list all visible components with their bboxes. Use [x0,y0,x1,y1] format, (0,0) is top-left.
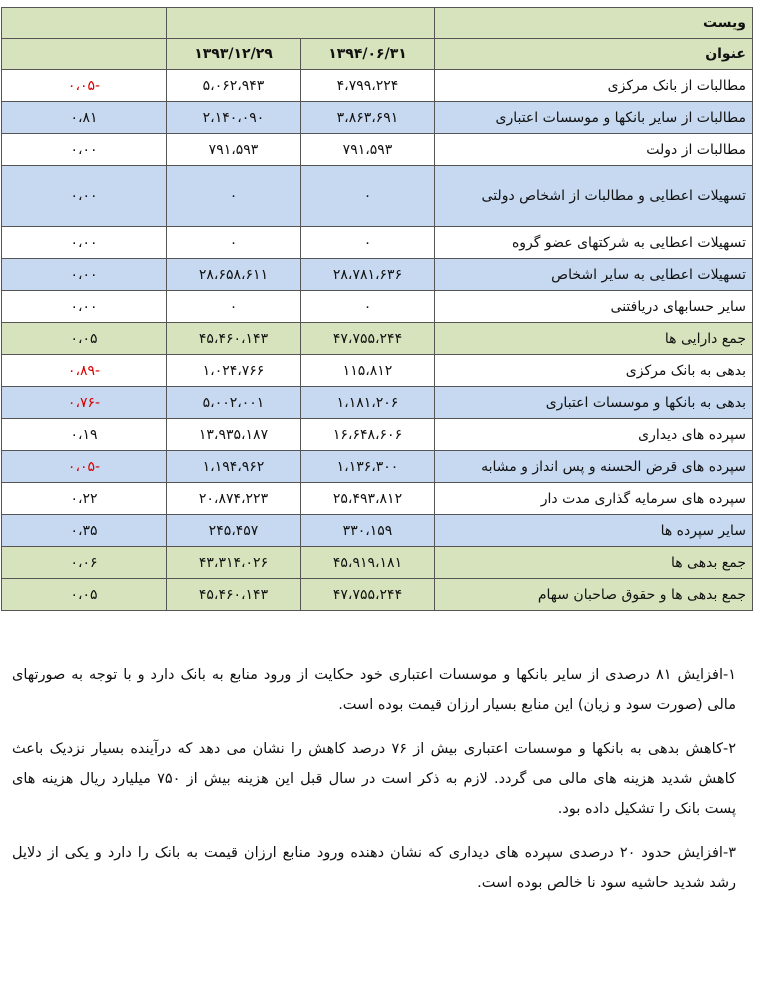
table-row [2,259,753,291]
row-title: مطالبات از بانک مرکزی [435,70,753,102]
row-change: ۰،۱۹ [2,419,167,451]
row-title: سایر حسابهای دریافتنی [435,291,753,323]
row-title: بدهی به بانک مرکزی [435,355,753,387]
row-value-1394: ۷۹۱،۵۹۳ [301,134,435,166]
row-title: تسهیلات اعطایی به شرکتهای عضو گروه [435,227,753,259]
row-value-1393: ۰ [167,291,301,323]
note-1: ۱-افزایش ۸۱ درصدی از سایر بانکها و موسسات اعتباری خود حکایت از ورود منابع به بانک دارد و با توجه به صورتهای مالی (صورت سود و زیان) این منابع بسیار ارزان قیمت بوده است. [12,667,737,713]
notes-section [12,660,736,912]
row-value-1394: ۲۸،۷۸۱،۶۳۶ [301,259,435,291]
table-row [2,70,753,102]
table-row [2,387,753,419]
row-change: ۰،۰۰ [2,291,167,323]
table-row [2,419,753,451]
row-title: مطالبات از دولت [435,134,753,166]
row-value-1394: ۳،۸۶۳،۶۹۱ [301,102,435,134]
table-row [2,515,753,547]
table-row [2,227,753,259]
row-title: تسهیلات اعطایی به سایر اشخاص [435,259,753,291]
row-change: ۰،۰۵ [2,579,167,611]
row-change: ۰،۳۵ [2,515,167,547]
row-change: ۰،۰۰ [2,166,167,227]
row-value-1393: ۴۳،۳۱۴،۰۲۶ [167,547,301,579]
row-value-1393: ۲،۱۴۰،۰۹۰ [167,102,301,134]
financial-table [1,7,753,611]
column-header-change [2,39,167,70]
row-value-1394: ۴،۷۹۹،۲۲۴ [301,70,435,102]
row-change: ۰،۸۱ [2,102,167,134]
column-header-date1: ۱۳۹۴/۰۶/۳۱ [301,39,435,70]
table-row [2,547,753,579]
table-row [2,323,753,355]
row-value-1394: ۱۶،۶۴۸،۶۰۶ [301,419,435,451]
row-title: جمع بدهی ها [435,547,753,579]
row-change: ۰،۰۰ [2,227,167,259]
column-header-date2: ۱۳۹۳/۱۲/۲۹ [167,39,301,70]
row-value-1393: ۲۴۵،۴۵۷ [167,515,301,547]
row-value-1394: ۴۷،۷۵۵،۲۴۴ [301,579,435,611]
note-2: ۲-کاهش بدهی به بانکها و موسسات اعتباری بیش از ۷۶ درصد کاهش را نشان می دهد که درآینده بسیار نزدیک باعث کاهش شدید هزینه های مالی می گردد. لازم به ذکر است در سال قبل این هزینه بیش از ۷۵۰ میلیارد ریال هزینه های پست بانک را تشکیل داده بود. [12,741,737,817]
column-header-title: عنوان [435,39,753,70]
row-value-1393: ۲۰،۸۷۴،۲۲۳ [167,483,301,515]
table-row [2,483,753,515]
row-value-1393: ۰ [167,227,301,259]
row-value-1393: ۲۸،۶۵۸،۶۱۱ [167,259,301,291]
row-value-1393: ۴۵،۴۶۰،۱۴۳ [167,579,301,611]
note-3: ۳-افزایش حدود ۲۰ درصدی سپرده های دیداری که نشان دهنده ورود منابع ارزان قیمت به بانک را دارد و یکی از دلایل رشد شدید حاشیه سود نا خالص بوده است. [12,845,736,891]
row-title: سپرده های دیداری [435,419,753,451]
row-title: سایر سپرده ها [435,515,753,547]
row-change: ۰،۰۰ [2,134,167,166]
table-row [2,579,753,611]
row-value-1393: ۱،۰۲۴،۷۶۶ [167,355,301,387]
row-value-1394: ۴۵،۹۱۹،۱۸۱ [301,547,435,579]
row-title: سپرده های سرمایه گذاری مدت دار [435,483,753,515]
row-title: جمع بدهی ها و حقوق صاحبان سهام [435,579,753,611]
row-value-1394: ۳۳۰،۱۵۹ [301,515,435,547]
table-row [2,451,753,483]
row-title: بدهی به بانکها و موسسات اعتباری [435,387,753,419]
row-value-1393: ۷۹۱،۵۹۳ [167,134,301,166]
company-name: ویست [435,8,753,39]
row-value-1393: ۵،۰۶۲،۹۴۳ [167,70,301,102]
row-value-1394: ۰ [301,291,435,323]
row-change: -۰،۷۶ [2,387,167,419]
row-change: ۰،۲۲ [2,483,167,515]
table-row [2,102,753,134]
row-value-1393: ۴۵،۴۶۰،۱۴۳ [167,323,301,355]
header-blank-cell [2,8,167,39]
row-title: جمع دارایی ها [435,323,753,355]
row-title: سپرده های قرض الحسنه و پس انداز و مشابه [435,451,753,483]
row-value-1393: ۱۳،۹۳۵،۱۸۷ [167,419,301,451]
row-value-1393: ۵،۰۰۲،۰۰۱ [167,387,301,419]
row-value-1393: ۱،۱۹۴،۹۶۲ [167,451,301,483]
row-value-1394: ۲۵،۴۹۳،۸۱۲ [301,483,435,515]
row-change: -۰،۰۵ [2,451,167,483]
row-change: ۰،۰۵ [2,323,167,355]
column-header-row [2,39,753,70]
row-change: ۰،۰۶ [2,547,167,579]
row-change: -۰،۸۹ [2,355,167,387]
row-value-1394: ۰ [301,166,435,227]
row-value-1394: ۱،۱۸۱،۲۰۶ [301,387,435,419]
row-change: -۰،۰۵ [2,70,167,102]
company-header-row [2,8,753,39]
table-row [2,291,753,323]
row-value-1393: ۰ [167,166,301,227]
row-title: تسهیلات اعطایی و مطالبات از اشخاص دولتی [435,166,753,227]
row-title: مطالبات از سایر بانکها و موسسات اعتباری [435,102,753,134]
row-value-1394: ۱،۱۳۶،۳۰۰ [301,451,435,483]
row-value-1394: ۴۷،۷۵۵،۲۴۴ [301,323,435,355]
table-row [2,166,753,227]
header-blank-cell [167,8,435,39]
table-row [2,134,753,166]
row-value-1394: ۱۱۵،۸۱۲ [301,355,435,387]
row-value-1394: ۰ [301,227,435,259]
row-change: ۰،۰۰ [2,259,167,291]
table-row [2,355,753,387]
